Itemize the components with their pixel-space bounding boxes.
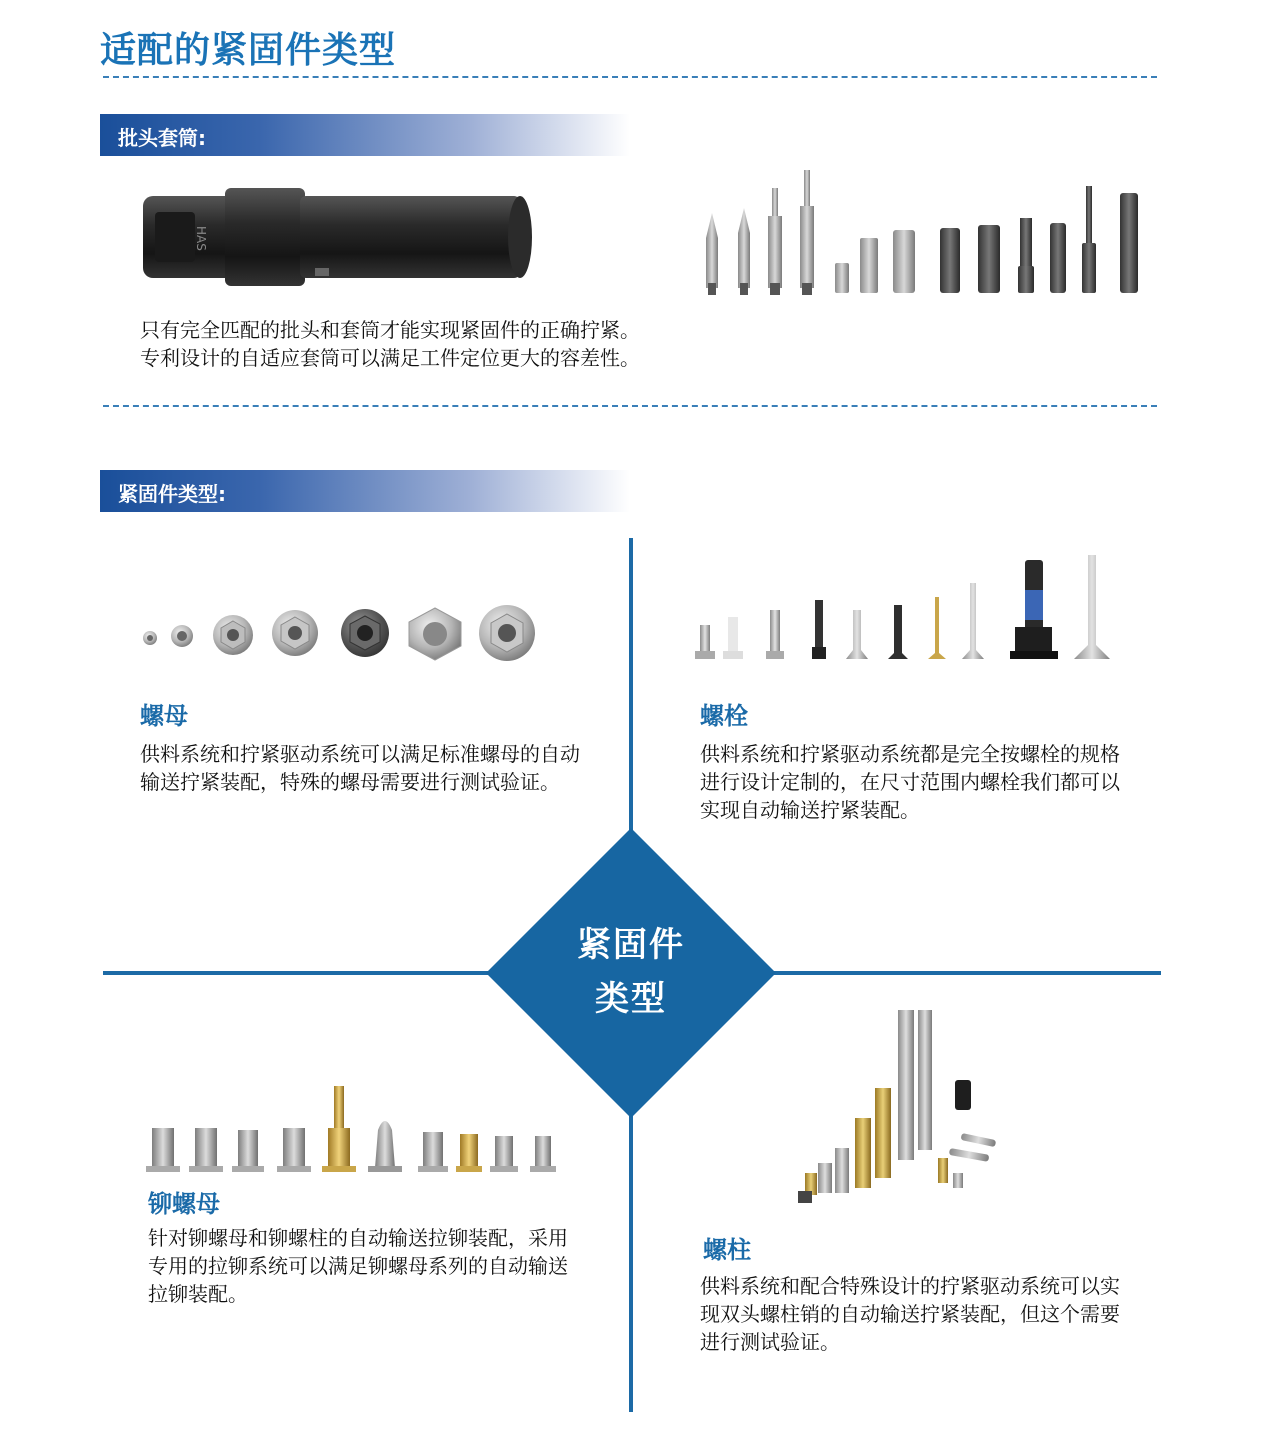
studs-image — [790, 1008, 1010, 1208]
middle-divider — [103, 405, 1157, 407]
socket-engraving: HAS — [194, 226, 208, 251]
cross-line-left — [103, 971, 489, 975]
page-title: 适配的紧固件类型 — [100, 30, 397, 71]
cross-line-top — [629, 538, 633, 830]
top-divider — [103, 76, 1157, 78]
socket-image — [135, 182, 545, 292]
stud-title: 螺柱 — [703, 1236, 751, 1264]
cross-line-bottom — [629, 1116, 633, 1412]
bits-sockets-image — [698, 168, 1148, 303]
bolt-description: 供料系统和拧紧驱动系统都是完全按螺栓的规格 进行设计定制的，在尺寸范围内螺栓我们都可以 实现自动输送拧紧装配。 — [700, 742, 1120, 822]
section-heading-bits-sockets: 批头套筒: — [118, 126, 206, 150]
nuts-image — [135, 600, 555, 670]
section-bar-bits-sockets — [100, 114, 630, 156]
nut-title: 螺母 — [140, 702, 188, 730]
bolt-title: 螺栓 — [700, 702, 748, 730]
section-heading-fastener-types: 紧固件类型: — [118, 482, 226, 506]
stud-description: 供料系统和配合特殊设计的拧紧驱动系统可以实 现双头螺柱销的自动输送拧紧装配，但这个需要 进行测试验证。 — [700, 1274, 1120, 1354]
bits-sockets-description: 只有完全匹配的批头和套筒才能实现紧固件的正确拧紧。 专利设计的自适应套筒可以满足工件定位更大的容差性。 — [140, 318, 640, 370]
bolts-image — [690, 555, 1125, 670]
rivet-nut-description: 针对铆螺母和铆螺柱的自动输送拉铆装配，采用 专用的拉铆系统可以满足铆螺母系列的自动输送 拉铆装配。 — [148, 1226, 568, 1306]
section-bar-fastener-types — [100, 470, 630, 512]
center-label: 紧固件 类型 — [577, 925, 685, 1019]
nut-description: 供料系统和拧紧驱动系统可以满足标准螺母的自动 输送拧紧装配，特殊的螺母需要进行测试验证。 — [140, 742, 580, 794]
cross-line-right — [773, 971, 1161, 975]
rivet-nut-title: 铆螺母 — [148, 1190, 220, 1218]
rivet-nuts-image — [140, 1082, 570, 1182]
